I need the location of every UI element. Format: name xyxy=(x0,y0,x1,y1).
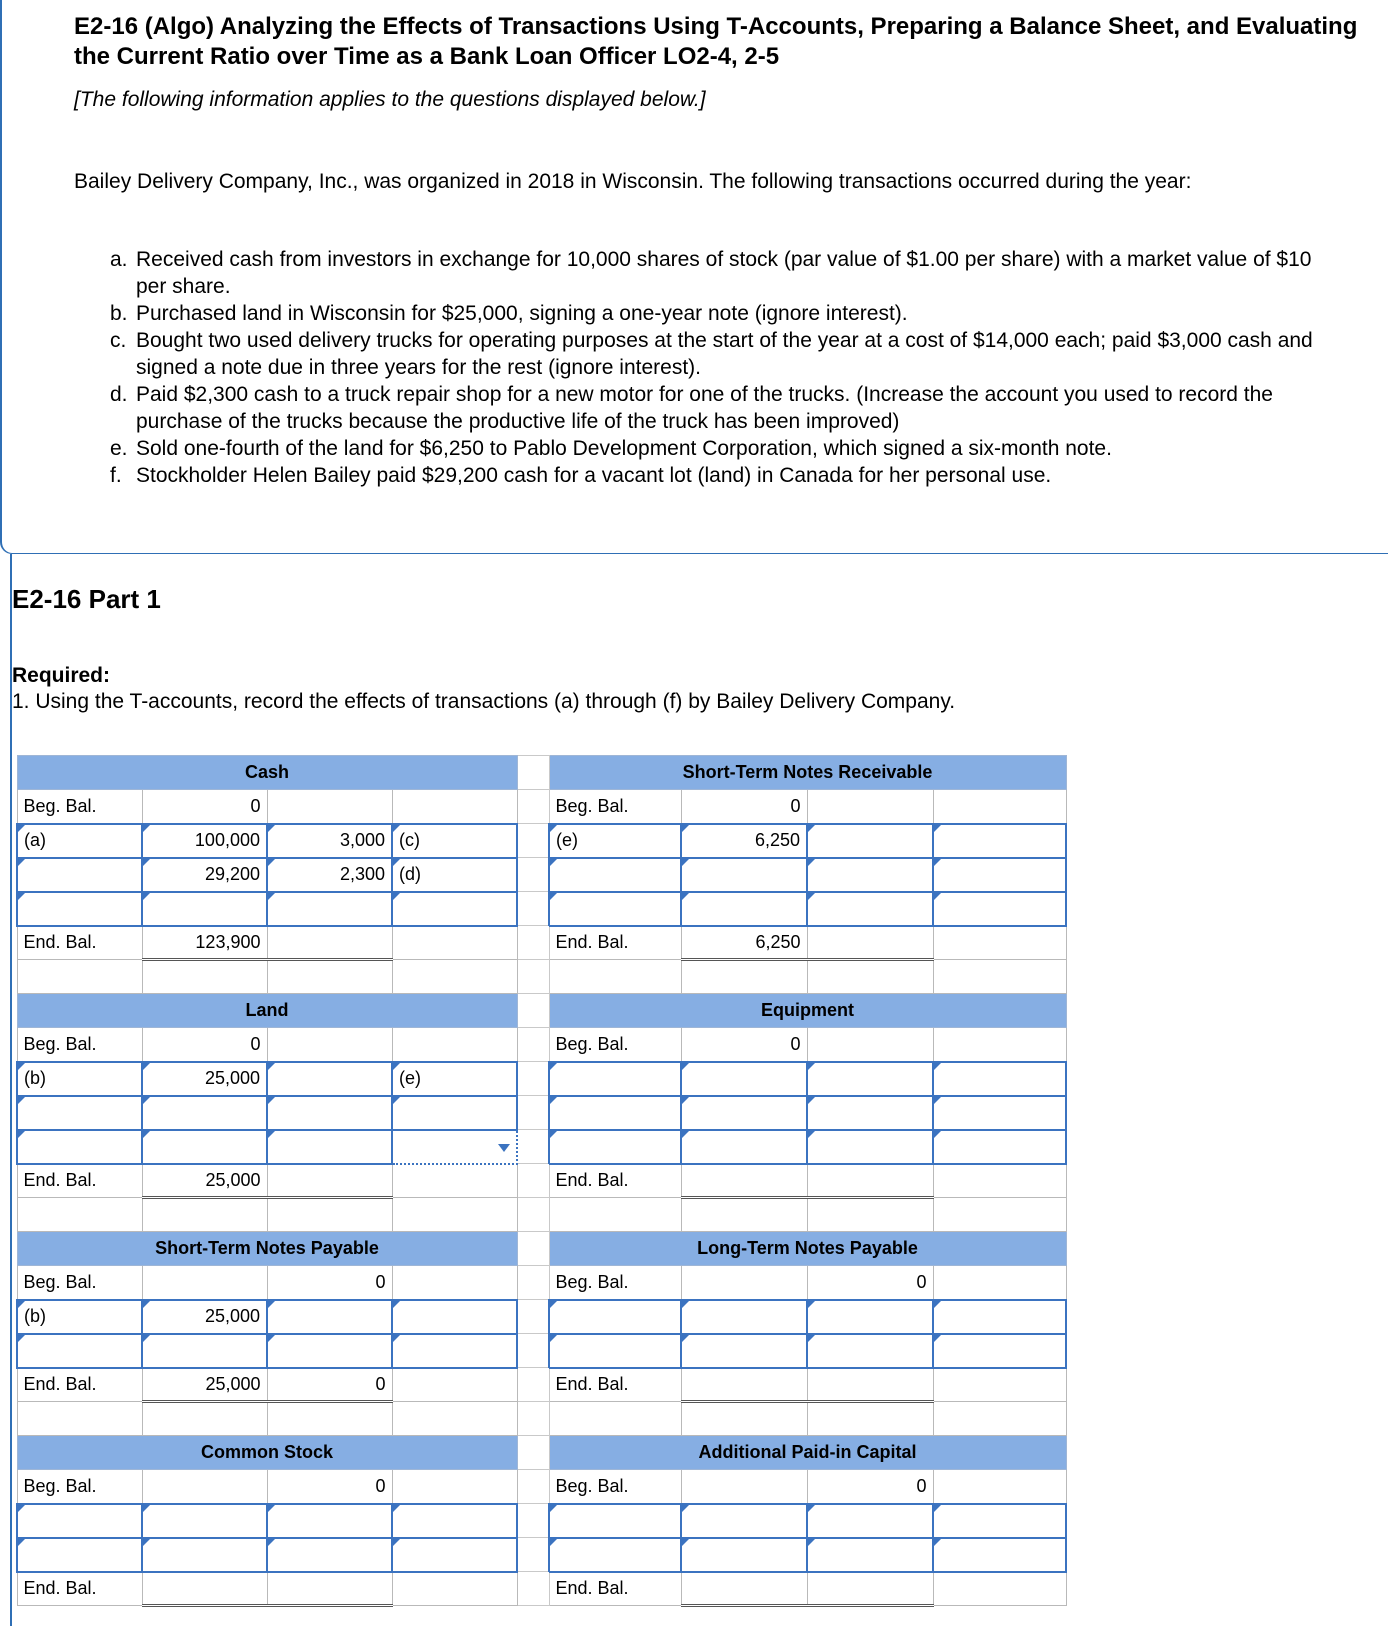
end-bal-label: End. Bal. xyxy=(17,1164,142,1198)
land-credit-ref[interactable]: (e) xyxy=(392,1062,517,1096)
stnr-entry-ref[interactable] xyxy=(549,892,681,926)
land-entry-ref[interactable] xyxy=(17,1130,142,1164)
ltnp-debit-input[interactable] xyxy=(681,1334,807,1368)
ltnp-credit-input[interactable] xyxy=(807,1334,933,1368)
cash-credit-input[interactable]: 3,000 xyxy=(267,824,392,858)
list-item: f. Stockholder Helen Bailey paid $29,200 cash for a vacant lot (land) in Canada for her personal use. xyxy=(110,464,1052,487)
apic-credit-ref[interactable] xyxy=(933,1504,1066,1538)
land-beg-value: 0 xyxy=(142,1028,267,1062)
account-header-ltnp: Long-Term Notes Payable xyxy=(549,1232,1066,1266)
land-credit-ref-dropdown[interactable] xyxy=(392,1130,517,1164)
apic-beg-value: 0 xyxy=(807,1470,933,1504)
list-item: c. Bought two used delivery trucks for operating purposes at the start of the year at a cost of $14,000 each; paid $3,000 cash and signed a note due in three years for the rest (ignore interest). xyxy=(110,329,1313,379)
land-debit-input[interactable] xyxy=(142,1130,267,1164)
apic-entry-ref[interactable] xyxy=(549,1538,681,1572)
beg-bal-label: Beg. Bal. xyxy=(549,1266,681,1300)
equipment-credit-input[interactable] xyxy=(807,1096,933,1130)
end-bal-label: End. Bal. xyxy=(549,1572,681,1606)
beg-bal-label: Beg. Bal. xyxy=(17,1028,142,1062)
account-header-common-stock: Common Stock xyxy=(17,1436,517,1470)
cash-credit-ref[interactable]: (c) xyxy=(392,824,517,858)
ltnp-entry-ref[interactable] xyxy=(549,1334,681,1368)
cash-credit-ref[interactable]: (d) xyxy=(392,858,517,892)
ltnp-credit-ref[interactable] xyxy=(933,1334,1066,1368)
cash-debit-input[interactable] xyxy=(142,892,267,926)
apic-credit-ref[interactable] xyxy=(933,1538,1066,1572)
ltnp-debit-input[interactable] xyxy=(681,1300,807,1334)
list-item: e. Sold one-fourth of the land for $6,250 to Pablo Development Corporation, which signed a six-month note. xyxy=(110,437,1112,460)
stnr-credit-ref[interactable] xyxy=(933,858,1066,892)
land-credit-input[interactable] xyxy=(267,1062,392,1096)
stnr-credit-input[interactable] xyxy=(807,858,933,892)
stnp-credit-ref[interactable] xyxy=(392,1300,517,1334)
stnr-beg-value: 0 xyxy=(681,790,807,824)
apic-credit-input[interactable] xyxy=(807,1538,933,1572)
account-header-equipment: Equipment xyxy=(549,994,1066,1028)
beg-bal-label: Beg. Bal. xyxy=(17,1266,142,1300)
land-credit-ref[interactable] xyxy=(392,1096,517,1130)
land-debit-input[interactable]: 25,000 xyxy=(142,1062,267,1096)
stnp-end-credit: 0 xyxy=(267,1368,392,1402)
stnr-entry-ref[interactable]: (e) xyxy=(549,824,681,858)
cash-entry-ref[interactable] xyxy=(17,892,142,926)
list-item: d. Paid $2,300 cash to a truck repair shop for a new motor for one of the trucks. (Increase the account you used to record the purchase of the trucks because the productive life of the truck has been improved) xyxy=(110,383,1273,433)
cs-entry-ref[interactable] xyxy=(17,1538,142,1572)
cs-debit-input[interactable] xyxy=(142,1538,267,1572)
t-accounts-table xyxy=(16,755,1067,1607)
equipment-credit-ref[interactable] xyxy=(933,1096,1066,1130)
cash-credit-input[interactable]: 2,300 xyxy=(267,858,392,892)
cash-debit-input[interactable]: 29,200 xyxy=(142,858,267,892)
stnr-credit-ref[interactable] xyxy=(933,824,1066,858)
cash-entry-ref[interactable]: (a) xyxy=(17,824,142,858)
stnp-credit-input[interactable] xyxy=(267,1300,392,1334)
stnp-end-debit: 25,000 xyxy=(142,1368,267,1402)
apic-entry-ref[interactable] xyxy=(549,1504,681,1538)
equipment-beg-value: 0 xyxy=(681,1028,807,1062)
stnr-debit-input[interactable] xyxy=(681,858,807,892)
beg-bal-label: Beg. Bal. xyxy=(17,1470,142,1504)
land-credit-input[interactable] xyxy=(267,1096,392,1130)
end-bal-label: End. Bal. xyxy=(17,1368,142,1402)
part-title: E2-16 Part 1 xyxy=(12,584,161,614)
cash-debit-input[interactable]: 100,000 xyxy=(142,824,267,858)
land-credit-input[interactable] xyxy=(267,1130,392,1164)
cs-credit-ref[interactable] xyxy=(392,1504,517,1538)
cash-entry-ref[interactable] xyxy=(17,858,142,892)
equipment-debit-input[interactable] xyxy=(681,1130,807,1164)
end-bal-label: End. Bal. xyxy=(17,1572,142,1606)
account-header-land: Land xyxy=(17,994,517,1028)
page-title: E2-16 (Algo) Analyzing the Effects of Transactions Using T-Accounts, Preparing a Balance Sheet, and Evaluating the Current Ratio over Time as a Bank Loan Officer LO2-4, 2-5 xyxy=(74,13,1358,70)
transaction-list xyxy=(110,246,1340,489)
cash-credit-ref[interactable] xyxy=(392,892,517,926)
cs-credit-input[interactable] xyxy=(267,1538,392,1572)
stnr-credit-input[interactable] xyxy=(807,824,933,858)
stnp-debit-input[interactable]: 25,000 xyxy=(142,1300,267,1334)
stnr-debit-input[interactable] xyxy=(681,892,807,926)
apic-debit-input[interactable] xyxy=(681,1504,807,1538)
land-end-value: 25,000 xyxy=(142,1164,267,1198)
ltnp-beg-value: 0 xyxy=(807,1266,933,1300)
divider xyxy=(10,554,12,1626)
stnr-credit-ref[interactable] xyxy=(933,892,1066,926)
required-text: 1. Using the T-accounts, record the effects of transactions (a) through (f) by Bailey Delivery Company. xyxy=(12,690,956,713)
list-item: a. Received cash from investors in exchange for 10,000 shares of stock (par value of $1.00 per share) with a market value of $10 per share. xyxy=(110,248,1312,298)
equipment-credit-ref[interactable] xyxy=(933,1062,1066,1096)
account-header-stnr: Short-Term Notes Receivable xyxy=(549,756,1066,790)
account-header-apic: Additional Paid-in Capital xyxy=(549,1436,1066,1470)
equipment-debit-input[interactable] xyxy=(681,1062,807,1096)
beg-bal-label: Beg. Bal. xyxy=(549,1028,681,1062)
cs-beg-value: 0 xyxy=(267,1470,392,1504)
cs-debit-input[interactable] xyxy=(142,1504,267,1538)
equipment-entry-ref[interactable] xyxy=(549,1130,681,1164)
cash-beg-value: 0 xyxy=(142,790,267,824)
stnp-entry-ref[interactable] xyxy=(17,1334,142,1368)
apic-debit-input[interactable] xyxy=(681,1538,807,1572)
cash-end-value: 123,900 xyxy=(142,926,267,960)
equipment-debit-input[interactable] xyxy=(681,1096,807,1130)
stnr-debit-input[interactable]: 6,250 xyxy=(681,824,807,858)
ltnp-entry-ref[interactable] xyxy=(549,1300,681,1334)
land-entry-ref[interactable] xyxy=(17,1096,142,1130)
cs-entry-ref[interactable] xyxy=(17,1504,142,1538)
equipment-credit-input[interactable] xyxy=(807,1062,933,1096)
land-entry-ref[interactable]: (b) xyxy=(17,1062,142,1096)
end-bal-label: End. Bal. xyxy=(549,1368,681,1402)
cs-credit-ref[interactable] xyxy=(392,1538,517,1572)
stnr-credit-input[interactable] xyxy=(807,892,933,926)
stnp-debit-input[interactable] xyxy=(142,1334,267,1368)
end-bal-label: End. Bal. xyxy=(549,926,681,960)
stnp-credit-input[interactable] xyxy=(267,1334,392,1368)
subtitle: [The following information applies to the questions displayed below.] xyxy=(74,88,706,111)
stnp-credit-ref[interactable] xyxy=(392,1334,517,1368)
account-header-cash: Cash xyxy=(17,756,517,790)
stnp-entry-ref[interactable]: (b) xyxy=(17,1300,142,1334)
land-debit-input[interactable] xyxy=(142,1096,267,1130)
end-bal-label: End. Bal. xyxy=(549,1164,681,1198)
stnr-entry-ref[interactable] xyxy=(549,858,681,892)
account-header-stnp: Short-Term Notes Payable xyxy=(17,1232,517,1266)
beg-bal-label: Beg. Bal. xyxy=(549,790,681,824)
cs-credit-input[interactable] xyxy=(267,1504,392,1538)
beg-bal-label: Beg. Bal. xyxy=(549,1470,681,1504)
equipment-credit-ref[interactable] xyxy=(933,1130,1066,1164)
apic-credit-input[interactable] xyxy=(807,1504,933,1538)
ltnp-credit-input[interactable] xyxy=(807,1300,933,1334)
beg-bal-label: Beg. Bal. xyxy=(17,790,142,824)
cash-credit-input[interactable] xyxy=(267,892,392,926)
stnr-end-value: 6,250 xyxy=(681,926,807,960)
end-bal-label: End. Bal. xyxy=(17,926,142,960)
equipment-entry-ref[interactable] xyxy=(549,1096,681,1130)
stnp-beg-value: 0 xyxy=(267,1266,392,1300)
required-heading: Required: xyxy=(12,664,111,687)
equipment-credit-input[interactable] xyxy=(807,1130,933,1164)
ltnp-credit-ref[interactable] xyxy=(933,1300,1066,1334)
list-item: b. Purchased land in Wisconsin for $25,000, signing a one-year note (ignore interest). xyxy=(110,302,908,325)
intro-text: Bailey Delivery Company, Inc., was organized in 2018 in Wisconsin. The following transactions occurred during the year: xyxy=(74,170,1192,193)
equipment-entry-ref[interactable] xyxy=(549,1062,681,1096)
